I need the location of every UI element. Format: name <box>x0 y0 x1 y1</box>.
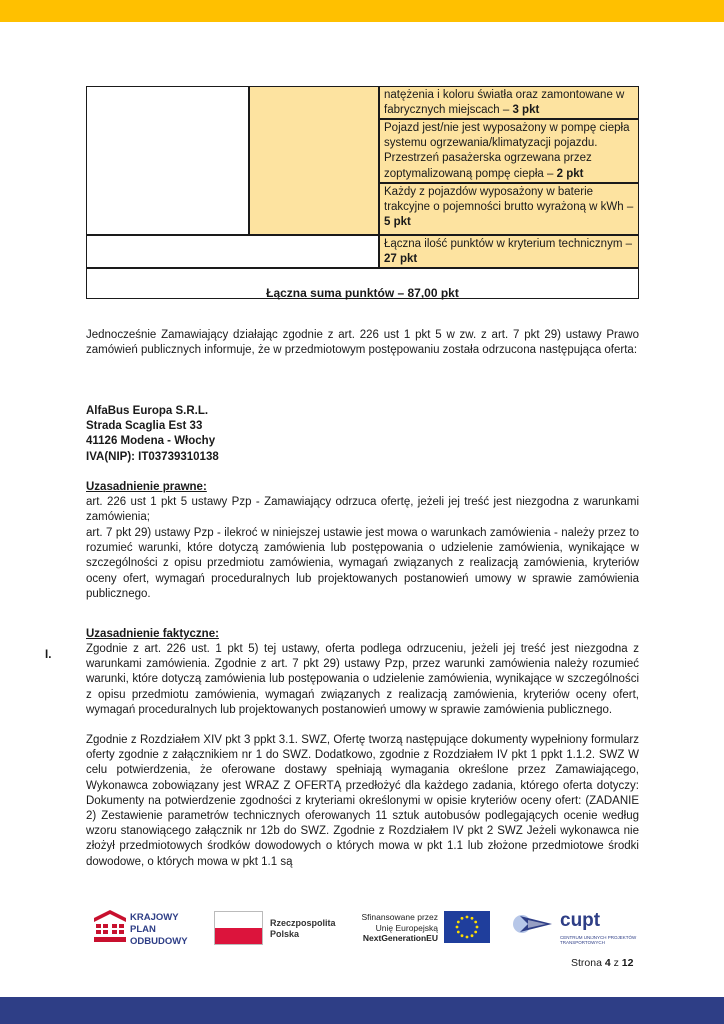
kpo-logo-icon <box>94 910 126 944</box>
table-cell-empty <box>86 86 249 235</box>
table-row <box>379 86 639 119</box>
page-prefix: Strona <box>571 957 602 969</box>
poland-flag-icon <box>214 911 263 945</box>
page-current: 4 <box>604 957 611 969</box>
intro-paragraph: Jednocześnie Zamawiający działając zgodnie z art. 226 ust 1 pkt 5 w zw. z art. 7 pkt 29) ustawy Prawo zamówień publicznych informuje, że w przedmiotowym postępowaniu została odrzucona następująca oferta: <box>86 329 639 357</box>
ngeu-text <box>350 912 438 944</box>
row-points: 2 pkt <box>556 167 584 180</box>
rp-line: Polska <box>270 929 300 939</box>
page-separator: z <box>613 957 619 969</box>
kpo-line: KRAJOWY <box>130 912 179 923</box>
page-number <box>571 957 633 969</box>
row-points: 5 pkt <box>384 216 411 229</box>
ngeu-line: Unię Europejską <box>375 922 438 933</box>
eu-flag-icon <box>444 911 490 943</box>
table-total: Łączna suma punktów – 87,00 pkt <box>86 268 639 299</box>
row-text: Każdy z pojazdów wyposażony w baterie trakcyjne o pojemności brutto wyrażoną w kWh – <box>384 186 634 214</box>
table-row <box>379 119 639 183</box>
footer-bar <box>0 997 724 1024</box>
row-text: natężenia i koloru światła oraz zamontowane w fabrycznych miejscach – <box>384 89 625 117</box>
row-text: Łączna ilość punktów w kryterium technicznym – <box>384 238 632 250</box>
table-row-subtotal <box>379 235 639 268</box>
row-text: Pojazd jest/nie jest wyposażony w pompę ciepła systemu ogrzewania/klimatyzacji pojazdu. Przestrzeń pasażerska ogrzewana przez zoptymalizowaną pompę ciepła – <box>384 122 630 180</box>
table-row <box>379 183 639 235</box>
ngeu-line: NextGenerationEU <box>362 933 438 943</box>
factual-paragraph-2: Zgodnie z Rozdziałem XIV pkt 3 ppkt 3.1. SWZ, Ofertę tworzą następujące dokumenty wypełniony formularz oferty zgodnie z załącznikiem nr 1 do SWZ. Dodatkowo, zgodnie z Rozdziałem IV pkt 1 ppkt 1.1.2. SWZ W celu potwierdzenia, że oferowane dostawy spełniają wymagania określone przez Zamawiającego, Wykonawca zobowiązany jest WRAZ Z OFERTĄ przedłożyć dla każdego zadania, którego oferta dotyczy: Dokumenty na potwierdzenie zgodności z kryteriami określonymi w opisie kryteriów oceny ofert: (ZADANIE 2) Zestawienie parametrów technicznych oferowanych 11 sztuk autobusów podlegających ocenie według wzoru stanowiącego załącznik nr 12b do SWZ. Zgodnie z Rozdziałem IV pkt 2 SWZ Jeżeli wykonawca nie złożył przedmiotowych środków dowodowych o których mowa w pkt 1.1 lub złożone przedmiotowe środki dowodowe, o których mowa w pkt 1.1 są <box>86 734 639 868</box>
company-address <box>86 404 486 465</box>
table-cell-empty <box>86 235 379 268</box>
cupt-logo-subtitle: CENTRUM UNIJNYCH PROJEKTÓW TRANSPORTOWYCH <box>560 935 637 945</box>
cupt-logo-text: cupt <box>560 910 601 931</box>
company-city: 41126 Modena - Włochy <box>86 435 216 448</box>
page-total: 12 <box>621 957 634 969</box>
company-vat: IVA(NIP): IT03739310138 <box>86 450 219 463</box>
company-street: Strada Scaglia Est 33 <box>86 420 203 433</box>
table-cell-highlight <box>249 86 379 235</box>
rp-logo-text <box>270 918 336 940</box>
list-numeral: I. <box>45 649 52 661</box>
kpo-line: ODBUDOWY <box>130 936 188 947</box>
kpo-logo-text <box>130 912 188 948</box>
ngeu-line: Sfinansowane przez <box>361 912 438 922</box>
legal-paragraph-2: art. 7 pkt 29) ustawy Pzp - ilekroć w niniejszej ustawie jest mowa o warunkach zamówienia - należy przez to rozumieć warunki, które dotyczą zamówienia lub postępowania o udzielenie zamówienia, wynikające w szczególności z opisu przedmiotu zamówienia, wymagań związanych z realizacją zamówienia, kryteriów oceny ofert, wymagań proceduralnych lub projektowanych postanowień umowy w sprawie zamówienia publicznego. <box>86 527 639 600</box>
kpo-line: PLAN <box>130 924 156 935</box>
row-points: 27 pkt <box>384 253 418 266</box>
legal-paragraph-1: art. 226 ust 1 pkt 5 ustawy Pzp - Zamawiający odrzuca ofertę, jeżeli jej treść jest niezgodna z warunkami zamówienia; <box>86 496 639 524</box>
criteria-table <box>86 86 639 299</box>
company-name: AlfaBus Europa S.R.L. <box>86 405 209 417</box>
factual-heading: Uzasadnienie faktyczne: <box>86 628 219 640</box>
factual-paragraph-1: Zgodnie z art. 226 ust. 1 pkt 5) tej ustawy, oferta podlega odrzuceniu, jeżeli jej treść jest niezgodna z warunkami zamówienia. Zgodnie z art. 7 pkt 29) ustawy Pzp, przez warunki zamówienia należy rozumieć warunki, które dotyczą zamówienia lub postępowania o udzielenie zamówienia, wynikające w szczególności z opisu przedmiotu zamówienia, wymagań związanych z realizacją zamówienia, kryteriów oceny ofert, wymagań proceduralnych lub projektowanych postanowień umowy w sprawie zamówienia publicznego. <box>86 643 639 716</box>
row-points: 3 pkt <box>512 104 540 117</box>
legal-heading: Uzasadnienie prawne: <box>86 481 207 493</box>
header-bar <box>0 0 724 22</box>
rp-line: Rzeczpospolita <box>270 918 336 928</box>
cupt-logo-icon <box>512 912 556 936</box>
